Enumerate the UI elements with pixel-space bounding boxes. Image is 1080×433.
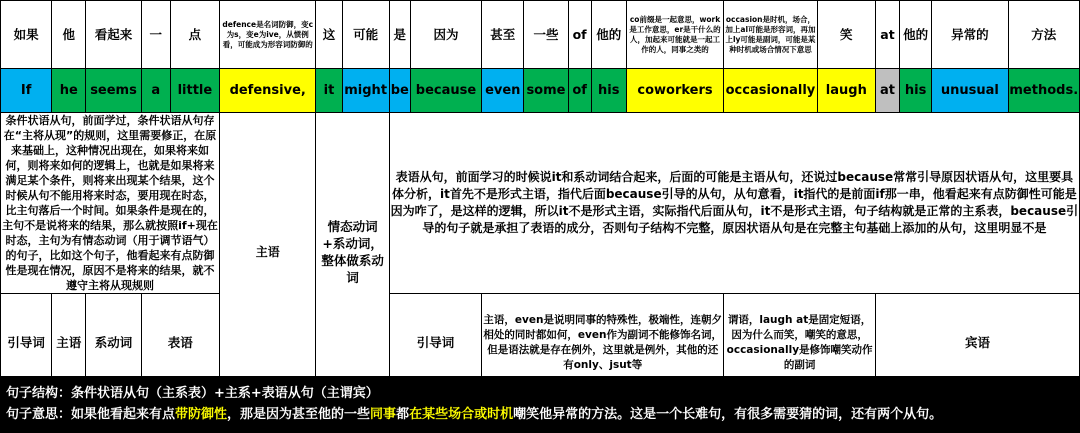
gloss-cell: 笑: [817, 1, 875, 69]
component-label: 主语: [52, 294, 86, 392]
gloss-cell: 看起来: [86, 1, 141, 69]
clause-intro-label: 引导词: [389, 294, 481, 392]
component-label: 表语: [141, 294, 219, 392]
sentence-meaning: [6, 404, 1074, 425]
gloss-cell: of: [568, 1, 591, 69]
word-cell: because: [410, 69, 481, 113]
word-cell: coworkers: [626, 69, 723, 113]
word-cell: If: [1, 69, 52, 113]
word-cell: even: [482, 69, 524, 113]
gloss-cell: at: [875, 1, 899, 69]
gloss-cell: 甚至: [482, 1, 524, 69]
gloss-cell: 可能: [342, 1, 389, 69]
gloss-note-occasionally: occasion是时机，场合，加上al可能是形容词，再加上ly可能是副词，可能是某种时机或场合情况下意思: [724, 1, 817, 69]
gloss-note-defensive: defence是名词防御，变c为s，变e为ive，从惯例看，可能成为形容词防御的: [219, 1, 315, 69]
meaning-highlight: 带防御性: [175, 407, 228, 422]
word-cell: laugh: [817, 69, 875, 113]
meaning-text: ，那是因为甚至他的一些: [227, 407, 371, 422]
gloss-cell: 这: [316, 1, 342, 69]
word-cell: his: [591, 69, 626, 113]
gloss-cell: 点: [170, 1, 219, 69]
component-label: 引导词: [1, 294, 52, 392]
gloss-cell: 他的: [900, 1, 932, 69]
summary-footer: [0, 376, 1080, 433]
gloss-cell: 是: [389, 1, 410, 69]
word-cell: defensive,: [219, 69, 315, 113]
word-cell: seems: [86, 69, 141, 113]
component-label: 系动词: [86, 294, 141, 392]
meaning-text: 句子意思：如果他看起来有点: [6, 407, 176, 422]
word-cell: some: [524, 69, 568, 113]
word-cell: a: [141, 69, 170, 113]
meaning-text: 嘲笑他异常的方法。这是一个长难句，有很多需要猜的词，还有两个从句。: [513, 407, 943, 422]
gloss-row: [1, 1, 1080, 69]
word-cell: might: [342, 69, 389, 113]
word-cell: it: [316, 69, 342, 113]
gloss-cell: 他: [52, 1, 86, 69]
meaning-text: 都: [396, 407, 410, 422]
gloss-note-coworkers: co前缀是一起意思，work是工作意思，er是干什么的人，加起来可能就是一起工作的人，同事之类的: [626, 1, 723, 69]
word-cell: he: [52, 69, 86, 113]
word-cell: be: [389, 69, 410, 113]
word-cell: his: [900, 69, 932, 113]
word-cell: occasionally: [724, 69, 817, 113]
word-cell: of: [568, 69, 591, 113]
gloss-cell: 因为: [410, 1, 481, 69]
modal-copula-label: 情态动词+系动词，整体做系动词: [316, 113, 389, 392]
subject-label: 主语: [219, 113, 315, 392]
conditional-clause-note: 条件状语从句，前面学过，条件状语从句存在“主将从现”的规则，这里需要修正，在原来基础上，这种情况出现在，如果将来如何，则将来如何的逻辑上，也就是如果将来满足某个条件，则将来出现某个结果，这个时候从句不能用将来时态，要用现在时态，比主句落后一个时间。如果条件是现在的，主句不是说将来的结果，那么就按照if+现在时态，主句为有情态动词（用于调节语气）的句子，比如这个句子，他看起来有点防御性是现在情况，原因不是将来的结果，就不遵守主将从现规则: [2, 114, 218, 292]
english-row: [1, 69, 1080, 113]
clause-object-label: 宾语: [875, 294, 1079, 392]
word-cell: methods.: [1008, 69, 1079, 113]
predicative-clause-note: 表语从句，前面学习的时候说it和系动词结合起来，后面的可能是主语从句，还说过because常常引导原因状语从句，这里要具体分析，it首先不是形式主语，指代后面because引导的从句，从句意看，it指代的是前面if那一串，他看起来有点防御性可能是因为咋了，是这样的逻辑，所以it不是形式主语，实际指代后面从句，it不是形式主语，句子结构就是正常的主系表，because引导的句子就是承担了表语的成分，否则句子结构不完整，原因状语从句是在完整主句基础上添加的从句，这里明显不是: [389, 113, 1079, 294]
gloss-cell: 如果: [1, 1, 52, 69]
word-cell: unusual: [932, 69, 1008, 113]
sentence-structure: 句子结构：条件状语从句（主系表）+主系+表语从句（主谓宾）: [6, 386, 379, 401]
gloss-cell: 一些: [524, 1, 568, 69]
clause-subject-note: 主语，even是说明同事的特殊性，极端性，连朝夕相处的同时都如何，even作为副词不能修饰名词，但是语法就是存在例外，这里就是例外，其他的还有only、jsut等: [482, 294, 724, 392]
word-cell: at: [875, 69, 899, 113]
analysis-row: [1, 113, 1080, 294]
meaning-highlight: 同事: [370, 407, 397, 422]
word-cell: little: [170, 69, 219, 113]
gloss-cell: 方法: [1008, 1, 1079, 69]
meaning-highlight: 在某些场合或时机: [409, 407, 514, 422]
gloss-cell: 他的: [591, 1, 626, 69]
clause-predicate-note: 谓语，laugh at是固定短语，因为什么而笑，嘲笑的意思，occasionally是修饰嘲笑动作的副词: [724, 294, 876, 392]
gloss-cell: 异常的: [932, 1, 1008, 69]
gloss-cell: 一: [141, 1, 170, 69]
